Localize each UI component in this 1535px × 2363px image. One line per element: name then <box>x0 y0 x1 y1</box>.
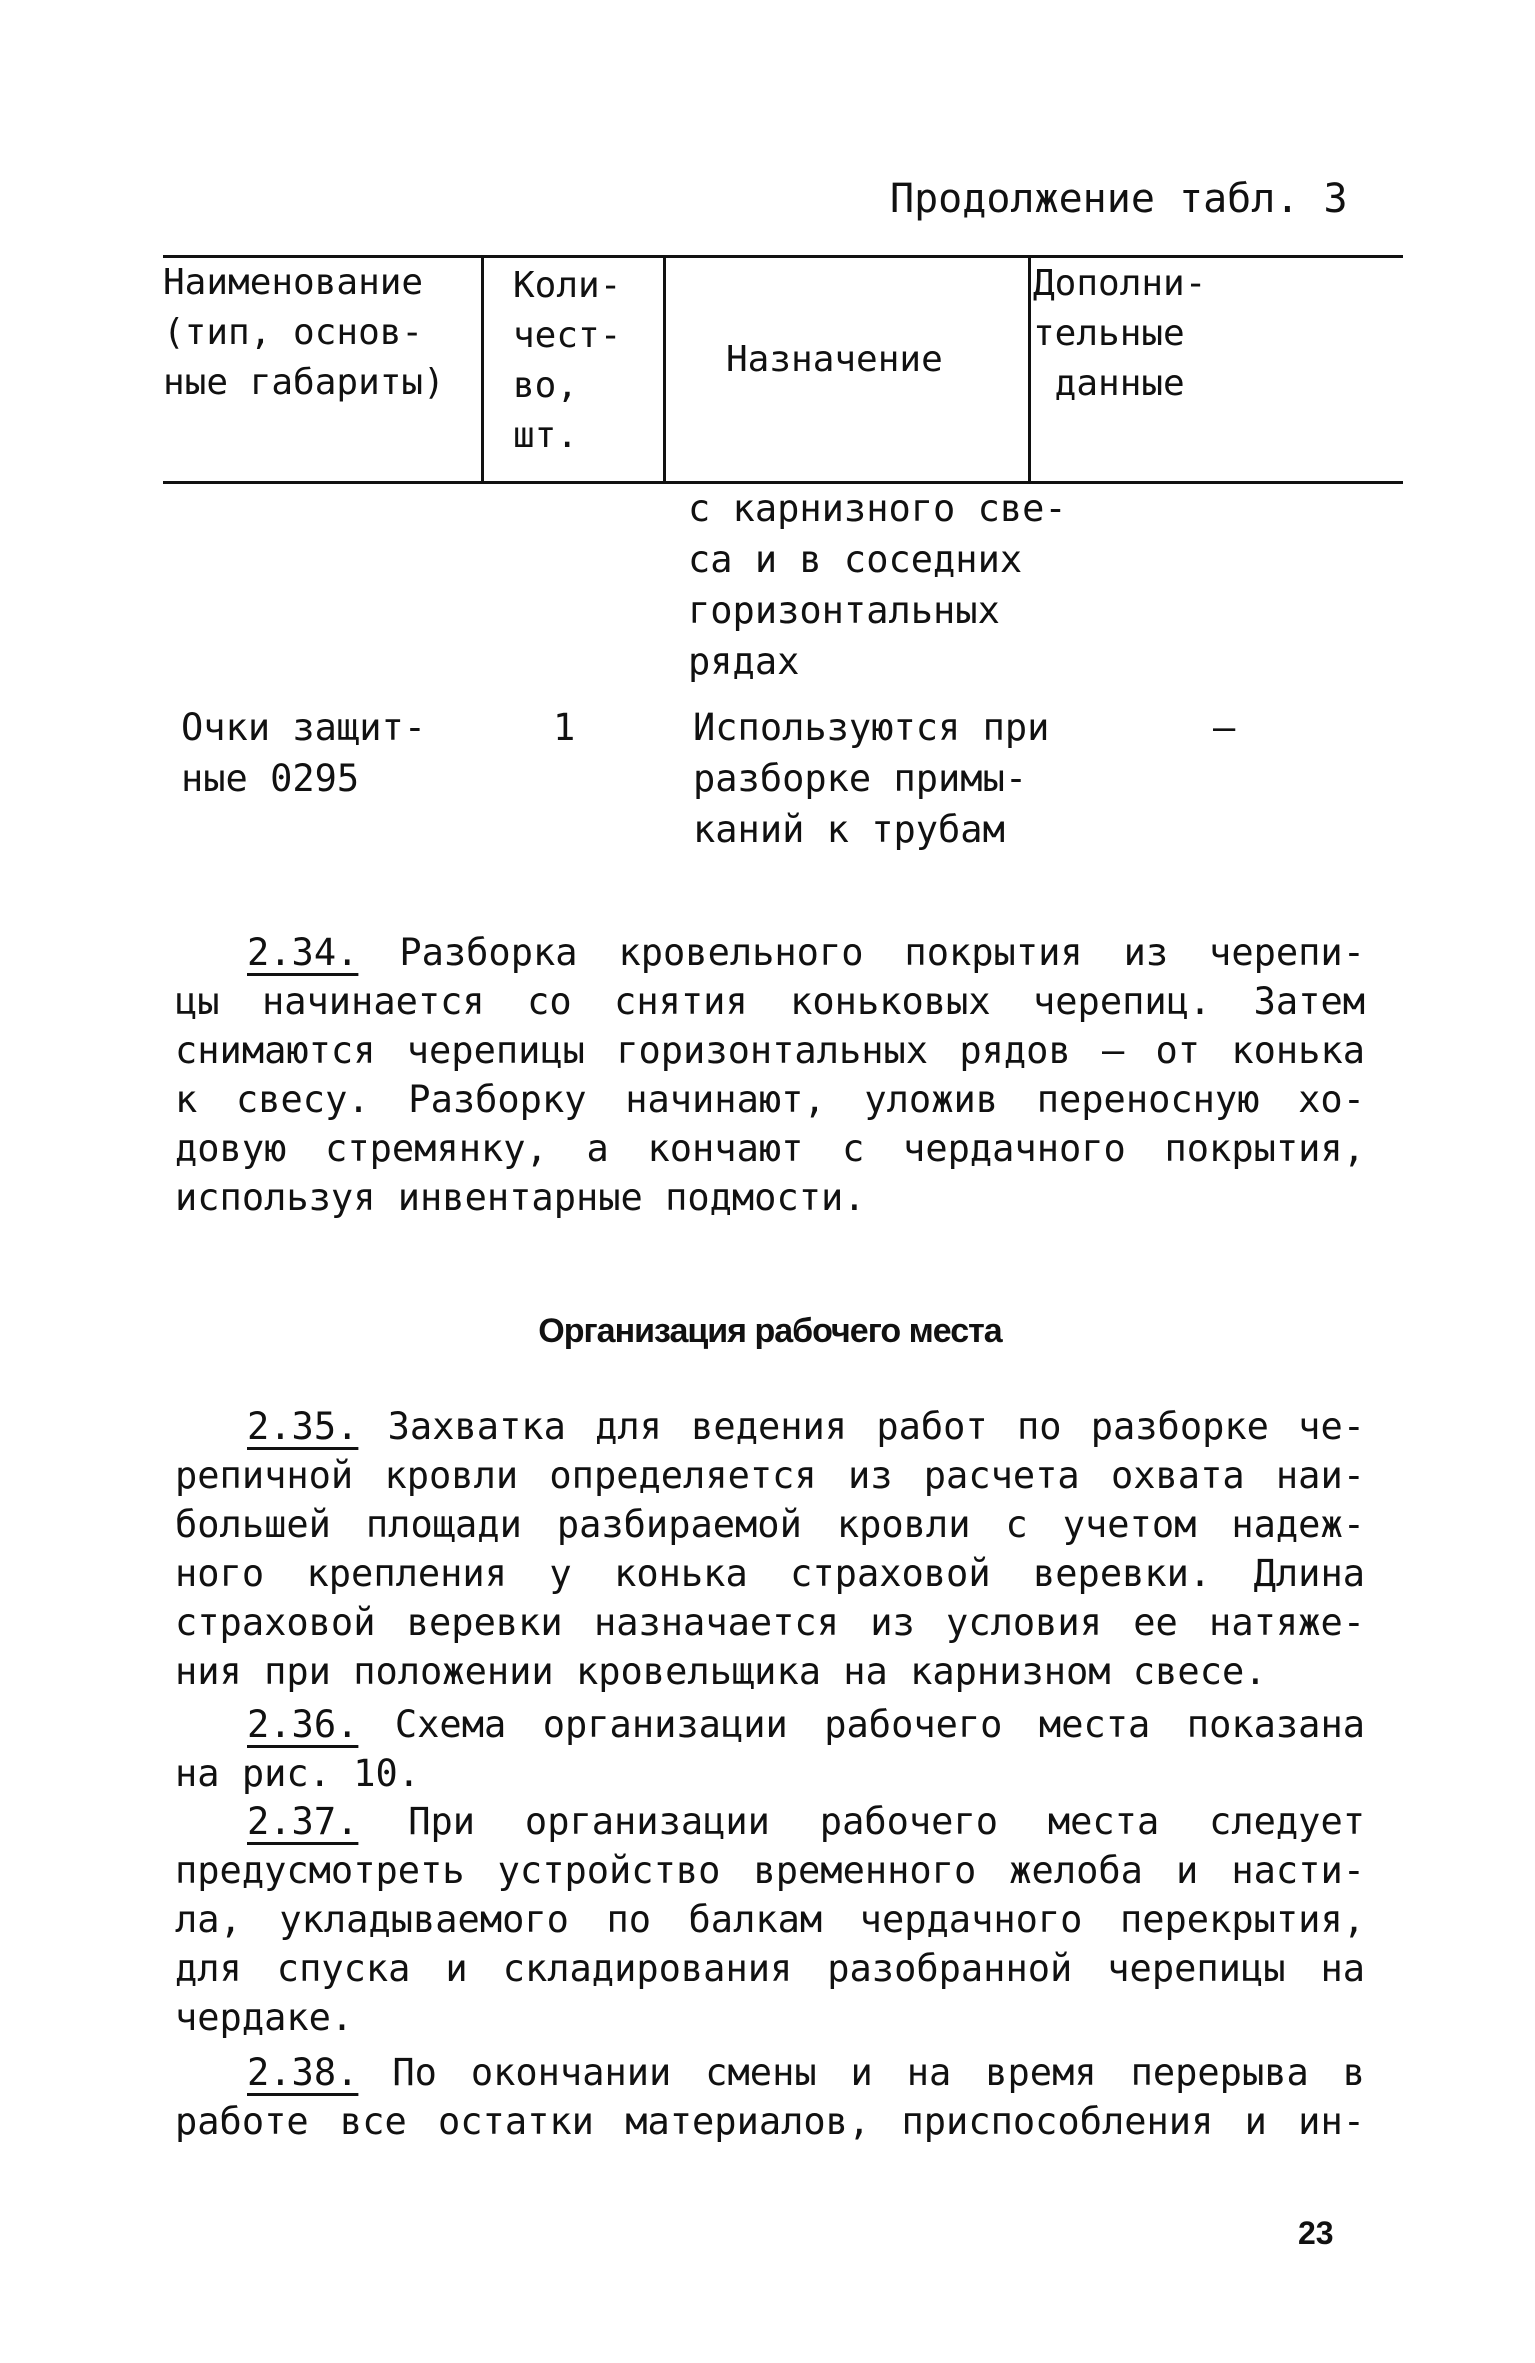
paragraph-2-35 <box>175 1402 1365 1696</box>
paragraph-line: ла, укладываемого по балкам чердачного перекрытия, <box>175 1898 1365 1941</box>
paragraph-line: 2.37. При организации рабочего места следует <box>247 1800 1366 1843</box>
paragraph-line: снимаются черепицы горизонтальных рядов – от конька <box>175 1029 1365 1072</box>
paragraph-line: репичной кровли определяется из расчета охвата наи- <box>175 1454 1365 1497</box>
row-additional-cell: – <box>1213 706 1236 749</box>
equipment-table <box>163 255 1403 865</box>
paragraph-line: ного крепления у конька страховой веревки. Длина <box>175 1552 1365 1595</box>
section-number: 2.38. <box>247 2051 359 2094</box>
paragraph-2-36 <box>175 1700 1365 1798</box>
paragraph-line: на рис. 10. <box>175 1752 421 1795</box>
header-quantity: Коли- чест- во, шт. <box>513 265 622 456</box>
header-name: Наименование (тип, основ- ные габариты) <box>163 262 445 403</box>
paragraph-line: для спуска и складирования разобранной черепицы на <box>175 1947 1365 1990</box>
section-number: 2.35. <box>247 1405 359 1448</box>
header-additional: Дополни- тельные данные <box>1033 263 1207 404</box>
row-purpose-cell: Используются при разборке примы- каний к трубам <box>693 706 1050 851</box>
column-divider-3 <box>1028 255 1031 484</box>
paragraph-2-34 <box>175 928 1365 1222</box>
paragraph-line: чердаке. <box>175 1996 354 2039</box>
paragraph-line: предусмотреть устройство временного желоба и насти- <box>175 1849 1365 1892</box>
column-divider-2 <box>663 255 666 484</box>
paragraph-line: работе все остатки материалов, приспособления и ин- <box>175 2100 1365 2143</box>
section-heading: Организация рабочего места <box>538 1312 1002 1350</box>
table-continuation-label: Продолжение табл. 3 <box>890 176 1348 222</box>
section-number: 2.36. <box>247 1703 359 1746</box>
paragraph-line: используя инвентарные подмости. <box>175 1176 866 1219</box>
paragraph-line: страховой веревки назначается из условия ее натяже- <box>175 1601 1365 1644</box>
section-number: 2.34. <box>247 931 359 974</box>
column-divider-1 <box>481 255 484 484</box>
paragraph-line: ния при положении кровельщика на карнизном свесе. <box>175 1650 1267 1693</box>
header-purpose: Назначение <box>726 339 943 380</box>
paragraph-line: 2.36. Схема организации рабочего места показана <box>247 1703 1365 1746</box>
paragraph-line: довую стремянку, а кончают с чердачного покрытия, <box>175 1127 1365 1170</box>
paragraph-line: 2.38. По окончании смены и на время перерыва в <box>247 2051 1365 2094</box>
paragraph-2-37 <box>175 1797 1365 2042</box>
continued-purpose-cell: с карнизного све- са и в соседних горизонтальных рядах <box>688 487 1067 683</box>
paragraph-2-38 <box>175 2048 1365 2146</box>
row-quantity-cell: 1 <box>553 706 576 749</box>
paragraph-line: 2.35. Захватка для ведения работ по разборке че- <box>247 1405 1365 1448</box>
page-number: 23 <box>1298 2215 1334 2251</box>
paragraph-line: цы начинается со снятия коньковых черепиц. Затем <box>175 980 1365 1023</box>
paragraph-line: большей площади разбираемой кровли с учетом надеж- <box>175 1503 1365 1546</box>
section-number: 2.37. <box>247 1800 359 1843</box>
paragraph-line: 2.34. Разборка кровельного покрытия из черепи- <box>247 931 1365 974</box>
row-name-cell: Очки защит- ные 0295 <box>181 706 427 800</box>
paragraph-line: к свесу. Разборку начинают, уложив переносную хо- <box>175 1078 1365 1121</box>
